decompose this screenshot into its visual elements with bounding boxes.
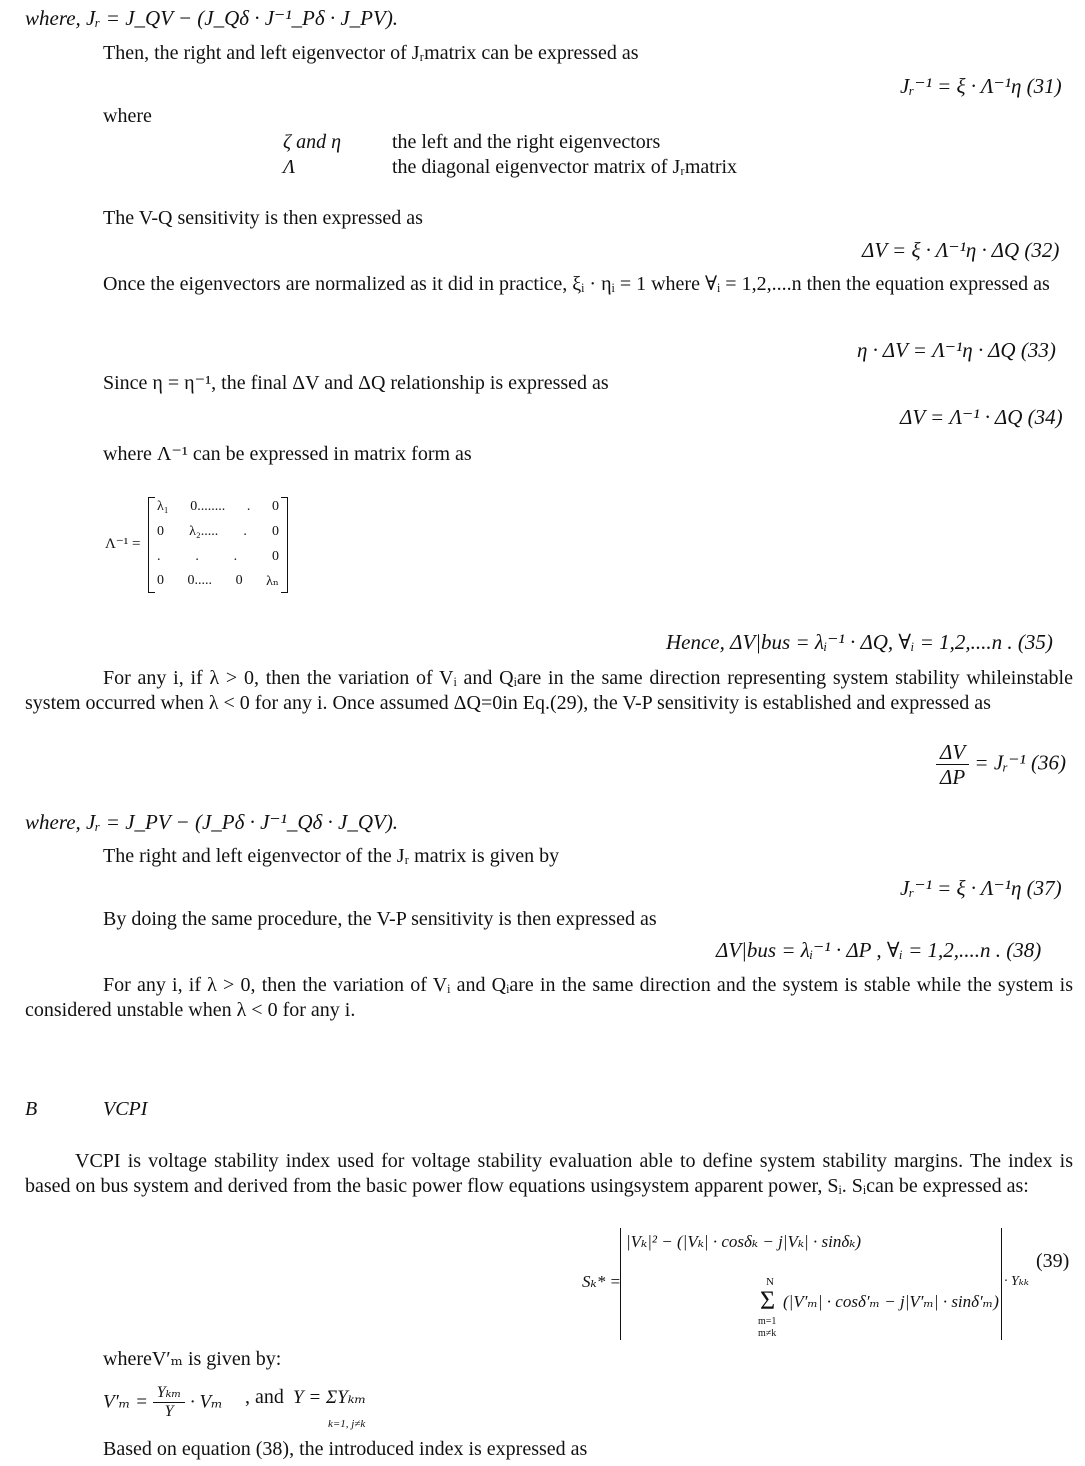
equation-39-number: (39) [1036, 1250, 1070, 1272]
paragraph-same-procedure: By doing the same procedure, the V-P sensitivity is then expressed as [103, 908, 657, 930]
equation-jr-pv: where, Jᵣ = J_PV − (J_Pδ · J⁻¹_Qδ · J_QV). [25, 810, 399, 834]
fraction-numerator: Yₖₘ [153, 1384, 186, 1403]
equation-39-sum-top: N [766, 1276, 774, 1288]
equation-jr-qv: where, Jᵣ = J_QV − (J_Qδ · J⁻¹_Pδ · J_PV). [25, 6, 399, 30]
paragraph-normalized: Once the eigenvectors are normalized as it did in practice, ξᵢ · ηᵢ = 1 where ∀ᵢ = 1,2,....n then the equation expressed as [103, 273, 1050, 295]
equation-39-bottom: (|V′ₘ| · cosδ′ₘ − j|V′ₘ| · sinδ′ₘ) [783, 1292, 999, 1311]
equation-39-lhs: Sₖ* = [582, 1272, 621, 1291]
equation-vm-lhs: V′ₘ = [103, 1391, 148, 1413]
paragraph-vcpi: VCPI is voltage stability index used for voltage stability evaluation able to define system stability margins. The index is based on bus system and derived from the basic power flow equations usingsystem apparent power, Sᵢ. Sᵢcan be expressed as: [25, 1150, 1073, 1197]
equation-38: ΔV|bus = λᵢ⁻¹ · ΔP , ∀ᵢ = 1,2,....n . (38) [716, 938, 1042, 962]
equation-32: ΔV = ξ · Λ⁻¹η · ΔQ (32) [862, 238, 1060, 262]
matrix-cell: . [243, 524, 247, 539]
equation-31: Jᵣ⁻¹ = ξ · Λ⁻¹η (31) [900, 74, 1062, 98]
equation-39-top: |Vₖ|² − (|Vₖ| · cosδₖ − j|Vₖ| · sinδₖ) [626, 1232, 862, 1251]
equation-vm-rhs: · Vₘ [190, 1391, 223, 1413]
equation-39-ykk: · Yₖₖ [1004, 1274, 1029, 1289]
equation-36 [936, 740, 1066, 789]
paragraph-right-left: The right and left eigenvector of the Jᵣ matrix is given by [103, 845, 560, 867]
paragraph-vq: The V-Q sensitivity is then expressed as [103, 207, 423, 229]
equation-34: ΔV = Λ⁻¹ · ΔQ (34) [900, 405, 1063, 429]
matrix-cell: . [195, 549, 199, 564]
matrix-cell: λ₁ [157, 499, 169, 514]
fraction-denominator: Y [164, 1403, 174, 1421]
equation-y-subscript: k=1, j≠k [328, 1418, 366, 1430]
section-title: VCPI [103, 1098, 148, 1120]
paragraph-eigen-intro: Then, the right and left eigenvector of Jᵣmatrix can be expressed as [103, 42, 639, 64]
matrix-cell: 0 [157, 573, 164, 588]
matrix-cell: . [233, 549, 238, 564]
matrix-cell: 0........ [190, 499, 226, 514]
where-label: where [103, 105, 152, 127]
matrix-label: Λ⁻¹ = [105, 536, 141, 552]
paragraph-lambda-matrix: where Λ⁻¹ can be expressed in matrix form as [103, 443, 472, 465]
equation-36-rhs: = Jᵣ⁻¹ (36) [974, 750, 1066, 775]
def-symbol-1: ζ and η [283, 131, 342, 153]
matrix-cell: 0 [271, 549, 279, 564]
equation-39-sum-bottom: m=1 m≠k [758, 1316, 777, 1339]
lambda-inverse-matrix [148, 497, 288, 593]
equation-y: Y = ΣYₖₘ [293, 1387, 367, 1408]
matrix-cell: 0 [157, 524, 164, 539]
paragraph-stability-1: For any i, if λ > 0, then the variation of Vᵢ and Qᵢare in the same direction representing system stability whileinstable system occurred when λ < 0 for any i. Once assumed ΔQ=0in Eq.(29), the V-P sensitivity is established and expressed as [25, 667, 1073, 714]
matrix-cell: 0 [272, 524, 279, 539]
paragraph-since: Since η = η⁻¹, the final ΔV and ΔQ relationship is expressed as [103, 372, 609, 394]
fraction-numerator: ΔV [936, 740, 969, 765]
matrix-row-3 [157, 549, 279, 565]
fraction [936, 740, 969, 789]
equation-33: η · ΔV = Λ⁻¹η · ΔQ (33) [857, 338, 1056, 362]
matrix-cell: λₙ [266, 574, 279, 589]
matrix-cell: λ₂..... [189, 524, 219, 539]
matrix-cell: . [246, 499, 251, 514]
equation-and-text: , and [245, 1386, 284, 1408]
equation-37: Jᵣ⁻¹ = ξ · Λ⁻¹η (37) [900, 876, 1062, 900]
matrix-cell: . [157, 549, 161, 564]
paragraph-where-vm: whereV′ₘ is given by: [103, 1348, 282, 1370]
fraction-denominator: ΔP [940, 765, 966, 790]
def-symbol-2: Λ [283, 156, 296, 178]
matrix-cell: 0..... [187, 573, 213, 588]
equation-39-sigma: Σ [760, 1286, 776, 1315]
matrix-row-1 [157, 499, 279, 515]
def-text-2: the diagonal eigenvector matrix of Jᵣmatrix [392, 156, 738, 178]
equation-35: Hence, ΔV|bus = λᵢ⁻¹ · ΔQ, ∀ᵢ = 1,2,....n . (35) [666, 630, 1053, 654]
equation-vm [103, 1384, 223, 1422]
paragraph-based-on: Based on equation (38), the introduced index is expressed as [103, 1438, 588, 1460]
section-letter: B [25, 1098, 38, 1120]
fraction [153, 1384, 186, 1422]
paragraph-stability-2: For any i, if λ > 0, then the variation of Vᵢ and Qᵢare in the same direction and the system is stable while the system is considered unstable when λ < 0 for any i. [25, 974, 1073, 1021]
def-text-1: the left and the right eigenvectors [392, 131, 661, 153]
matrix-cell: 0 [235, 573, 243, 588]
matrix-row-4 [157, 573, 279, 590]
matrix-row-2 [157, 524, 279, 540]
matrix-cell: 0 [272, 499, 279, 514]
